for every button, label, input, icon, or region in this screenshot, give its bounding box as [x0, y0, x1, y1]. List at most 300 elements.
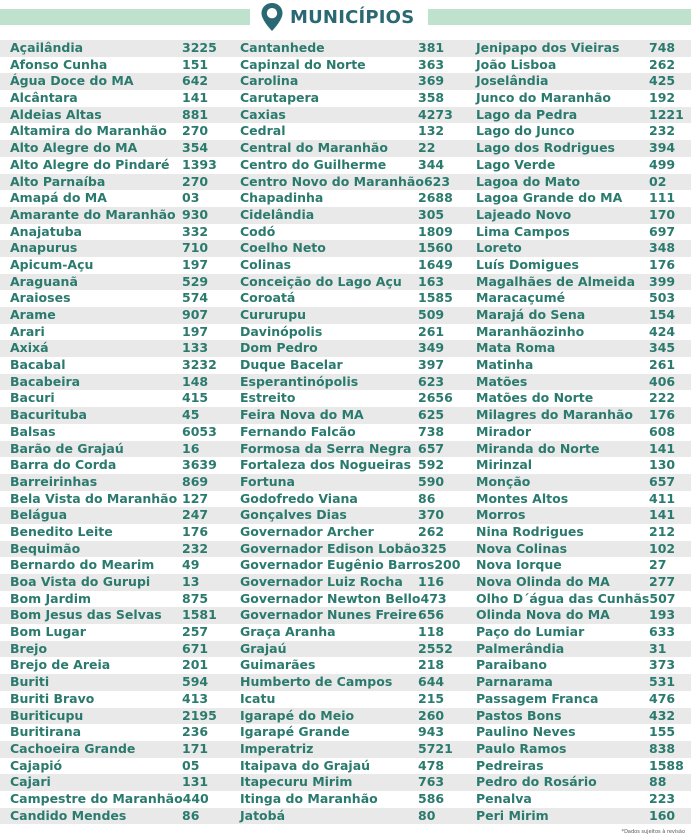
municipality-name: Coelho Neto [240, 240, 326, 256]
municipality-name: Itaipava do Grajaú [240, 757, 371, 773]
municipality-value: 413 [182, 690, 209, 706]
municipality-name: Amapá do MA [10, 190, 107, 206]
table-row [0, 174, 230, 191]
table-row [230, 274, 466, 291]
table-row [0, 324, 230, 341]
municipality-value: 236 [182, 724, 209, 740]
municipality-name: Cajapió [10, 757, 63, 773]
municipality-name: Cedral [240, 123, 286, 139]
municipality-name: Parnarama [476, 674, 553, 690]
municipality-value: 1585 [418, 290, 453, 306]
table-row [0, 774, 230, 791]
municipality-name: Cidelândia [240, 206, 315, 222]
municipality-value: 476 [649, 690, 676, 706]
municipality-name: Pedro do Rosário [476, 774, 597, 790]
municipality-name: Açailândia [10, 40, 84, 55]
municipality-value: 592 [418, 457, 445, 473]
municipality-value: 141 [649, 440, 676, 456]
municipality-name: Alcântara [10, 90, 78, 106]
municipality-name: Bacabal [10, 357, 66, 373]
table-row [466, 123, 691, 140]
municipality-value: 358 [418, 90, 445, 106]
municipality-name: Paulo Ramos [476, 740, 567, 756]
table-row [466, 808, 691, 825]
municipality-name: Palmerândia [476, 640, 565, 656]
municipality-value: 176 [649, 256, 676, 272]
municipality-name: Olho D´água das Cunhãs [476, 590, 650, 606]
municipality-value: 133 [182, 340, 209, 356]
municipality-value: 80 [418, 807, 436, 823]
municipality-value: 261 [649, 357, 676, 373]
municipality-name: Humberto de Campos [240, 674, 393, 690]
municipality-name: Formosa da Serra Negra [240, 440, 412, 456]
municipality-value: 197 [182, 256, 209, 272]
municipality-value: 212 [649, 523, 676, 539]
municipality-name: Lago do Junco [476, 123, 575, 139]
table-row [230, 507, 466, 524]
municipality-name: Fortaleza dos Nogueiras [240, 457, 412, 473]
municipality-value: 247 [182, 507, 209, 523]
table-row [466, 474, 691, 491]
municipality-name: Mirinzal [476, 457, 533, 473]
table-row [230, 140, 466, 157]
municipality-name: Barão de Grajaú [10, 440, 124, 456]
table-row [230, 441, 466, 458]
page-title: MUNICÍPIOS [290, 6, 415, 28]
municipality-value: 31 [649, 640, 667, 656]
table-row [0, 641, 230, 658]
table-row [466, 774, 691, 791]
table-row [230, 357, 466, 374]
table-row [0, 140, 230, 157]
municipality-name: Centro do Guilherme [240, 156, 387, 172]
table-row [230, 190, 466, 207]
municipality-name: Barreirinhas [10, 473, 98, 489]
municipality-value: 163 [418, 273, 445, 289]
municipality-name: Carolina [240, 73, 299, 89]
municipality-name: Olinda Nova do MA [476, 607, 610, 623]
municipality-name: Anajatuba [10, 223, 82, 239]
municipality-value: 13 [182, 574, 200, 589]
table-row [0, 357, 230, 374]
table-row [230, 40, 466, 57]
municipality-name: Capinzal do Norte [240, 56, 366, 72]
table-row [466, 73, 691, 90]
municipality-value: 193 [649, 607, 676, 623]
municipality-name: Jatobá [240, 807, 286, 823]
municipality-name: Governador Eugênio Barros [240, 557, 435, 573]
municipality-value: 394 [649, 140, 676, 156]
municipality-value: 270 [182, 123, 209, 139]
municipality-value: 5721 [418, 740, 453, 756]
municipality-value: 262 [649, 56, 676, 72]
municipality-value: 176 [182, 523, 209, 539]
municipality-value: 270 [182, 173, 209, 189]
municipality-value: 349 [418, 340, 445, 356]
municipality-value: 86 [418, 490, 436, 506]
municipality-value: 503 [649, 290, 676, 306]
municipality-value: 176 [649, 407, 676, 423]
municipality-value: 222 [649, 390, 676, 406]
table-row [466, 190, 691, 207]
municipality-value: 710 [182, 240, 209, 256]
municipality-name: João Lisboa [476, 56, 557, 72]
municipality-name: Monção [476, 473, 531, 489]
municipality-value: 151 [182, 56, 209, 72]
table-row [230, 474, 466, 491]
table-row [466, 107, 691, 124]
municipality-name: Lago da Pedra [476, 106, 578, 122]
table-row [0, 90, 230, 107]
table-row [230, 90, 466, 107]
municipality-name: Anapurus [10, 240, 78, 256]
municipality-name: Guimarães [240, 657, 316, 673]
municipality-name: Paço do Lumiar [476, 624, 585, 640]
table-row [0, 691, 230, 708]
municipality-name: Brejo [10, 640, 48, 656]
municipality-value: 608 [649, 423, 676, 439]
table-row [466, 424, 691, 441]
municipality-name: Barra do Corda [10, 457, 117, 473]
table-row [0, 390, 230, 407]
municipality-name: Loreto [476, 240, 522, 256]
table-row [0, 474, 230, 491]
municipality-name: Cachoeira Grande [10, 740, 136, 756]
municipality-name: Bela Vista do Maranhão [10, 490, 178, 506]
municipality-value: 197 [182, 323, 209, 339]
municipality-name: Duque Bacelar [240, 357, 343, 373]
municipality-value: 116 [418, 574, 445, 589]
municipality-name: Cururupu [240, 307, 307, 322]
municipality-name: Lagoa do Mato [476, 173, 581, 189]
municipality-value: 160 [649, 807, 676, 823]
table-row [230, 324, 466, 341]
municipality-name: Governador Newton Bello [240, 590, 421, 606]
municipality-name: Graça Aranha [240, 624, 336, 640]
municipality-name: Marajá do Sena [476, 307, 586, 322]
table-row [230, 407, 466, 424]
table-row [0, 591, 230, 608]
table-row [466, 240, 691, 257]
table-row [466, 758, 691, 775]
table-row [466, 524, 691, 541]
municipality-name: Alto Parnaíba [10, 173, 106, 189]
table-row [466, 708, 691, 725]
municipality-value: 257 [182, 624, 209, 640]
table-row [466, 724, 691, 741]
table-row [466, 357, 691, 374]
column-1 [0, 40, 230, 824]
table-row [0, 57, 230, 74]
table-row [230, 457, 466, 474]
municipality-name: Buriticupu [10, 707, 84, 723]
municipality-name: Buriti [10, 674, 50, 690]
municipality-value: 875 [182, 590, 209, 606]
municipality-name: Dom Pedro [240, 340, 318, 356]
table-row [230, 624, 466, 641]
table-row [0, 524, 230, 541]
municipality-name: Maranhãozinho [476, 323, 585, 339]
table-row [466, 224, 691, 241]
municipality-value: 170 [649, 206, 676, 222]
municipality-name: Alto Alegre do Pindaré [10, 156, 170, 172]
table-row [0, 207, 230, 224]
municipality-name: Imperatriz [240, 740, 314, 756]
table-row [466, 374, 691, 391]
table-row [466, 257, 691, 274]
municipality-name: Bacabeira [10, 373, 81, 389]
table-row [0, 441, 230, 458]
table-row [466, 157, 691, 174]
municipality-name: Benedito Leite [10, 523, 113, 539]
table-row [466, 407, 691, 424]
table-row [466, 791, 691, 808]
municipality-name: Arari [10, 323, 45, 339]
municipality-name: Maracaçumé [476, 290, 566, 306]
table-row [230, 374, 466, 391]
table-row [230, 390, 466, 407]
municipality-name: Bequimão [10, 540, 81, 556]
table-row [0, 724, 230, 741]
municipality-value: 907 [182, 307, 209, 322]
table-row [0, 307, 230, 324]
municipality-name: Matinha [476, 357, 534, 373]
municipality-value: 16 [182, 440, 200, 456]
table-row [466, 641, 691, 658]
municipality-value: 232 [649, 123, 676, 139]
table-row [466, 491, 691, 508]
table-row [466, 140, 691, 157]
municipality-value: 869 [182, 473, 209, 489]
municipality-name: Governador Nunes Freire [240, 607, 417, 623]
municipality-name: Axixá [10, 340, 49, 356]
table-row [466, 657, 691, 674]
municipality-name: Araguanã [10, 273, 78, 289]
municipality-name: Matões [476, 373, 528, 389]
municipality-name: Cajari [10, 774, 51, 790]
municipality-name: Cantanhede [240, 40, 325, 55]
municipality-value: 201 [182, 657, 209, 673]
municipality-value: 111 [649, 190, 676, 206]
table-row [0, 157, 230, 174]
municipality-value: 132 [418, 123, 445, 139]
municipality-name: Caxias [240, 106, 286, 122]
municipality-name: Arame [10, 307, 56, 322]
municipality-name: Nina Rodrigues [476, 523, 584, 539]
municipality-name: Igarapé Grande [240, 724, 350, 740]
municipality-name: Fortuna [240, 473, 295, 489]
table-row [230, 808, 466, 825]
municipality-name: Central do Maranhão [240, 140, 388, 156]
municipality-name: Davinópolis [240, 323, 323, 339]
header-title [250, 0, 428, 34]
municipality-name: Feira Nova do MA [240, 407, 364, 423]
municipality-value: 22 [418, 140, 436, 156]
municipality-name: Aldeias Altas [10, 106, 102, 122]
table-row [230, 491, 466, 508]
municipality-name: Paulino Neves [476, 724, 576, 740]
municipality-name: Governador Archer [240, 523, 374, 539]
municipality-value: 88 [649, 774, 667, 790]
municipality-name: Campestre do Maranhão [10, 790, 183, 806]
municipality-name: Bom Lugar [10, 624, 86, 640]
table-row [466, 507, 691, 524]
municipality-name: Centro Novo do Maranhão [240, 173, 424, 189]
municipality-name: Bom Jardim [10, 590, 91, 606]
municipality-name: Nova Colinas [476, 540, 568, 556]
table-row [230, 307, 466, 324]
table-row [230, 641, 466, 658]
table-row [230, 774, 466, 791]
table-row [0, 240, 230, 257]
municipality-name: Governador Luiz Rocha [240, 574, 403, 589]
municipality-value: 509 [418, 307, 445, 322]
municipality-value: 4273 [418, 106, 453, 122]
municipality-value: 130 [649, 457, 676, 473]
table-row [466, 741, 691, 758]
table-row [0, 424, 230, 441]
table-row [466, 390, 691, 407]
municipality-name: Montes Altos [476, 490, 569, 506]
municipality-name: Esperantinópolis [240, 373, 359, 389]
municipality-name: Nova Olinda do MA [476, 574, 610, 589]
table-row [466, 574, 691, 591]
table-row [230, 591, 466, 608]
municipality-name: Afonso Cunha [10, 56, 108, 72]
table-row [0, 657, 230, 674]
municipality-value: 1560 [418, 240, 453, 256]
municipality-value: 200 [434, 557, 461, 573]
municipality-name: Igarapé do Meio [240, 707, 355, 723]
table-row [0, 257, 230, 274]
table-row [0, 607, 230, 624]
municipality-name: Boa Vista do Gurupi [10, 574, 151, 589]
municipality-value: 594 [182, 674, 209, 690]
table-row [466, 90, 691, 107]
municipality-value: 192 [649, 90, 676, 106]
municipality-name: Colinas [240, 256, 292, 272]
table-row [230, 657, 466, 674]
table-row [230, 157, 466, 174]
municipality-value: 49 [182, 557, 200, 573]
municipality-value: 102 [649, 540, 676, 556]
table-row [466, 624, 691, 641]
municipality-name: Grajaú [240, 640, 287, 656]
municipality-name: Bacurituba [10, 407, 87, 423]
municipality-value: 748 [649, 40, 676, 55]
municipality-value: 325 [420, 540, 447, 556]
municipality-name: Godofredo Viana [240, 490, 358, 506]
table-row [0, 40, 230, 57]
municipality-name: Lajeado Novo [476, 206, 572, 222]
table-row [466, 591, 691, 608]
municipality-value: 586 [418, 790, 445, 806]
municipality-value: 232 [182, 540, 209, 556]
municipality-value: 3639 [182, 457, 217, 473]
municipality-value: 260 [418, 707, 445, 723]
municipality-value: 930 [182, 206, 209, 222]
municipality-value: 141 [182, 90, 209, 106]
municipality-value: 1393 [182, 156, 217, 172]
municipality-value: 332 [182, 223, 209, 239]
municipality-value: 881 [182, 106, 209, 122]
municipality-name: Gonçalves Dias [240, 507, 347, 523]
table-row [466, 324, 691, 341]
municipality-value: 261 [418, 323, 445, 339]
municipality-value: 411 [649, 490, 676, 506]
municipality-value: 27 [649, 557, 667, 573]
municipality-name: Belágua [10, 507, 68, 523]
municipality-value: 141 [649, 507, 676, 523]
municipality-value: 02 [649, 173, 667, 189]
municipality-value: 625 [418, 407, 445, 423]
municipality-value: 656 [418, 607, 445, 623]
table-row [230, 574, 466, 591]
municipality-value: 2195 [182, 707, 217, 723]
table-row [230, 240, 466, 257]
municipality-value: 118 [418, 624, 445, 640]
table-row [0, 574, 230, 591]
municipality-name: Mirador [476, 423, 532, 439]
municipality-value: 127 [182, 490, 209, 506]
municipality-value: 348 [649, 240, 676, 256]
municipality-value: 623 [418, 373, 445, 389]
municipality-name: Morros [476, 507, 526, 523]
municipality-name: Luís Domigues [476, 256, 579, 272]
municipality-value: 633 [649, 624, 676, 640]
municipality-value: 3232 [182, 357, 217, 373]
table-row [230, 290, 466, 307]
table-row [0, 507, 230, 524]
table-row [230, 107, 466, 124]
municipality-value: 838 [649, 740, 676, 756]
table-row [0, 407, 230, 424]
municipality-name: Bom Jesus das Selvas [10, 607, 162, 623]
municipality-value: 2688 [418, 190, 453, 206]
municipality-name: Lagoa Grande do MA [476, 190, 623, 206]
municipality-value: 86 [182, 807, 200, 823]
municipality-name: Lago dos Rodrigues [476, 140, 615, 156]
table-row [230, 791, 466, 808]
municipality-value: 345 [649, 340, 676, 356]
municipality-name: Buriti Bravo [10, 690, 95, 706]
table-row [0, 708, 230, 725]
municipality-name: Penalva [476, 790, 532, 806]
municipality-value: 373 [649, 657, 676, 673]
municipality-value: 415 [182, 390, 209, 406]
municipality-name: Icatu [240, 690, 276, 706]
municipality-value: 531 [649, 674, 676, 690]
municipality-name: Pedreiras [476, 757, 544, 773]
municipality-value: 642 [182, 73, 209, 89]
municipality-name: Brejo de Areia [10, 657, 111, 673]
municipality-name: Balsas [10, 423, 56, 439]
table-row [0, 758, 230, 775]
municipality-value: 432 [649, 707, 676, 723]
table-row [230, 174, 466, 191]
municipality-value: 1649 [418, 256, 453, 272]
table-row [466, 441, 691, 458]
municipality-value: 344 [418, 156, 445, 172]
municipality-value: 363 [418, 56, 445, 72]
municipality-name: Codó [240, 223, 276, 239]
table-row [466, 40, 691, 57]
municipality-value: 381 [418, 40, 445, 55]
municipality-name: Itinga do Maranhão [240, 790, 378, 806]
table-row [0, 224, 230, 241]
municipality-value: 671 [182, 640, 209, 656]
municipality-name: Pastos Bons [476, 707, 562, 723]
